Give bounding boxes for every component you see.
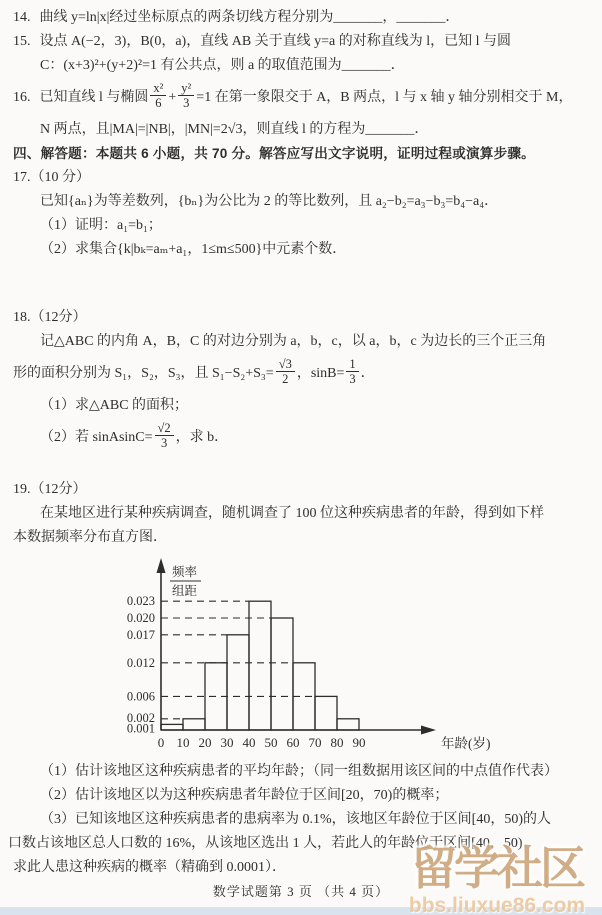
svg-text:组距: 组距 xyxy=(172,584,198,598)
question-18-body2-mid: ，sinB= xyxy=(296,366,345,381)
svg-text:0.020: 0.020 xyxy=(126,611,155,625)
question-17-part2-text: （2）求集合{k|bₖ=aₘ+a₁，1≤m≤500}中元素个数． xyxy=(40,242,347,257)
question-18-part2-pre: （2）若 sinAsinC= xyxy=(40,430,153,445)
question-17-part1-text: （1）证明：a₁=b₁； xyxy=(40,218,162,233)
question-19-part3-line2 xyxy=(0,832,602,856)
question-18-number: 18. xyxy=(13,310,31,325)
question-15-line2 xyxy=(0,54,602,78)
svg-text:0.017: 0.017 xyxy=(126,627,155,642)
question-15-number: 15. xyxy=(13,34,31,49)
question-17-number: 17. xyxy=(13,170,31,185)
svg-text:0.006: 0.006 xyxy=(126,689,155,704)
question-15-text-line2: C：(x+3)²+(y+2)²=1 有公共点，则 a 的取值范围为_______． xyxy=(40,58,405,73)
scan-edge-strip xyxy=(0,907,602,915)
question-18-part2-end: ，求 b． xyxy=(175,430,229,445)
question-19-part3-line3 xyxy=(0,856,602,880)
question-18-header xyxy=(0,306,602,330)
question-19-part2-text: （2）估计该地区以为这种疾病患者年龄位于区间[20，70)的概率； xyxy=(40,788,449,803)
question-18-body-line2 xyxy=(0,354,602,394)
question-17-body-text: 已知{aₙ}为等差数列，{bₙ}为公比为 2 的等比数列，且 a₂−b₂=a₃−b₃=b₄−a₄． xyxy=(40,194,499,209)
question-15-line1 xyxy=(0,30,602,54)
question-18-score: （12分） xyxy=(30,310,87,325)
svg-text:频率: 频率 xyxy=(172,565,198,579)
plus-operator: + xyxy=(168,90,177,105)
question-17-part1 xyxy=(0,214,602,238)
question-17-body xyxy=(0,190,602,214)
svg-text:50: 50 xyxy=(264,735,278,750)
section-4-header xyxy=(0,142,602,166)
question-19-score: （12分） xyxy=(30,482,87,497)
svg-text:0.012: 0.012 xyxy=(126,655,155,670)
question-18-body2-end: ． xyxy=(360,366,375,381)
fraction-x2-over-6: $\frac{\text{x²}}{6}$ xyxy=(150,81,166,111)
question-19-part3-line1-text: （3）已知该地区这种疾病患者的患病率为 0.1%，该地区年龄位于区间[40，50)的人 xyxy=(40,812,551,827)
question-19-part3-line1 xyxy=(0,808,602,832)
svg-text:0.002: 0.002 xyxy=(126,710,155,725)
question-19-body2-text: 本数据频率分布直方图． xyxy=(13,530,167,545)
question-16-text-post: =1 在第一象限交于 A，B 两点，l 与 x 轴 y 轴分别相交于 M， xyxy=(196,90,573,105)
question-14-text: 曲线 y=ln|x|经过坐标原点的两条切线方程分别为_______，_______． xyxy=(39,10,460,25)
fraction-1-over-3: $\frac{1}{3}$ xyxy=(346,357,358,387)
question-19-part1-text: （1）估计该地区这种疾病患者的平均年龄；（同一组数据用该区间的中点值作代表） xyxy=(40,764,558,779)
histogram-svg xyxy=(121,554,501,756)
question-17-score: （10 分） xyxy=(30,170,90,185)
question-19-header xyxy=(0,478,602,502)
svg-text:80: 80 xyxy=(330,735,344,750)
page-footer-text: 数学试题第 3 页 （共 4 页） xyxy=(212,884,390,899)
svg-text:20: 20 xyxy=(198,735,212,750)
svg-text:10: 10 xyxy=(176,735,190,750)
question-14 xyxy=(0,6,602,30)
question-18-part1 xyxy=(0,394,602,418)
question-18-part2 xyxy=(0,418,602,458)
fraction-sqrt3-over-2: $\frac{√3}{2}$ xyxy=(276,357,295,387)
question-18-body1-text: 记△ABC 的内角 A，B，C 的对边分别为 a，b，c，以 a，b，c 为边长的三个正三角 xyxy=(40,334,547,349)
svg-text:0.023: 0.023 xyxy=(126,594,155,609)
question-15-text-line1: 设点 A(−2，3)，B(0，a)，直线 AB 关于直线 y=a 的对称直线为 l，已知 l 与圆 xyxy=(39,34,512,49)
svg-text:40: 40 xyxy=(242,735,256,750)
svg-text:90: 90 xyxy=(352,735,366,750)
svg-text:70: 70 xyxy=(308,735,322,750)
histogram-figure xyxy=(121,554,602,758)
question-17-part2 xyxy=(0,238,602,262)
fraction-y2-over-3: $\frac{\text{y²}}{3}$ xyxy=(178,81,194,111)
question-19-body-line2 xyxy=(0,526,602,550)
fraction-sqrt2-over-3: $\frac{√2}{3}$ xyxy=(155,421,174,451)
question-19-body-line1 xyxy=(0,502,602,526)
question-18-body-line1 xyxy=(0,330,602,354)
question-19-part2 xyxy=(0,784,602,808)
question-17-header xyxy=(0,166,602,190)
question-19-number: 19. xyxy=(13,482,31,497)
question-14-number: 14. xyxy=(13,10,31,25)
question-19-part3-line3-text: 求此人患这种疾病的概率（精确到 0.0001）． xyxy=(13,860,286,875)
question-18-body2-pre: 形的面积分别为 S₁，S₂，S₃，且 S₁−S₂+S₃= xyxy=(13,366,274,381)
section-4-header-text: 四、解答题：本题共 6 小题，共 70 分。解答应写出文字说明，证明过程或演算步骤。 xyxy=(13,146,535,161)
svg-text:年龄(岁): 年龄(岁) xyxy=(441,736,491,751)
question-19-body1-text: 在某地区进行某种疾病调查，随机调查了 100 位这种疾病患者的年龄，得到如下样 xyxy=(40,506,544,521)
question-16-line1 xyxy=(0,78,602,118)
svg-text:30: 30 xyxy=(220,735,234,750)
watermark-title: 留学社区 xyxy=(411,842,583,894)
page-footer xyxy=(0,882,602,902)
svg-text:0: 0 xyxy=(157,735,165,750)
question-16-text-pre: 已知直线 l 与椭圆 xyxy=(39,90,149,105)
question-16-line2 xyxy=(0,118,602,142)
question-16-text-line2: N 两点，且|MA|=|NB|，|MN|=2√3，则直线 l 的方程为_______． xyxy=(40,122,429,137)
question-18-part1-text: （1）求△ABC 的面积； xyxy=(40,398,189,413)
question-19-part1 xyxy=(0,760,602,784)
question-19-part3-line2-text: 口数占该地区总人口数的 16%，从该地区选出 1 人，若此人的年龄位于区间[40，50)， xyxy=(8,836,537,851)
svg-text:0.001: 0.001 xyxy=(126,721,155,736)
watermark-url: bbs.liuxue86.com xyxy=(408,894,586,915)
question-16-number: 16. xyxy=(13,90,31,105)
svg-text:60: 60 xyxy=(286,735,300,750)
